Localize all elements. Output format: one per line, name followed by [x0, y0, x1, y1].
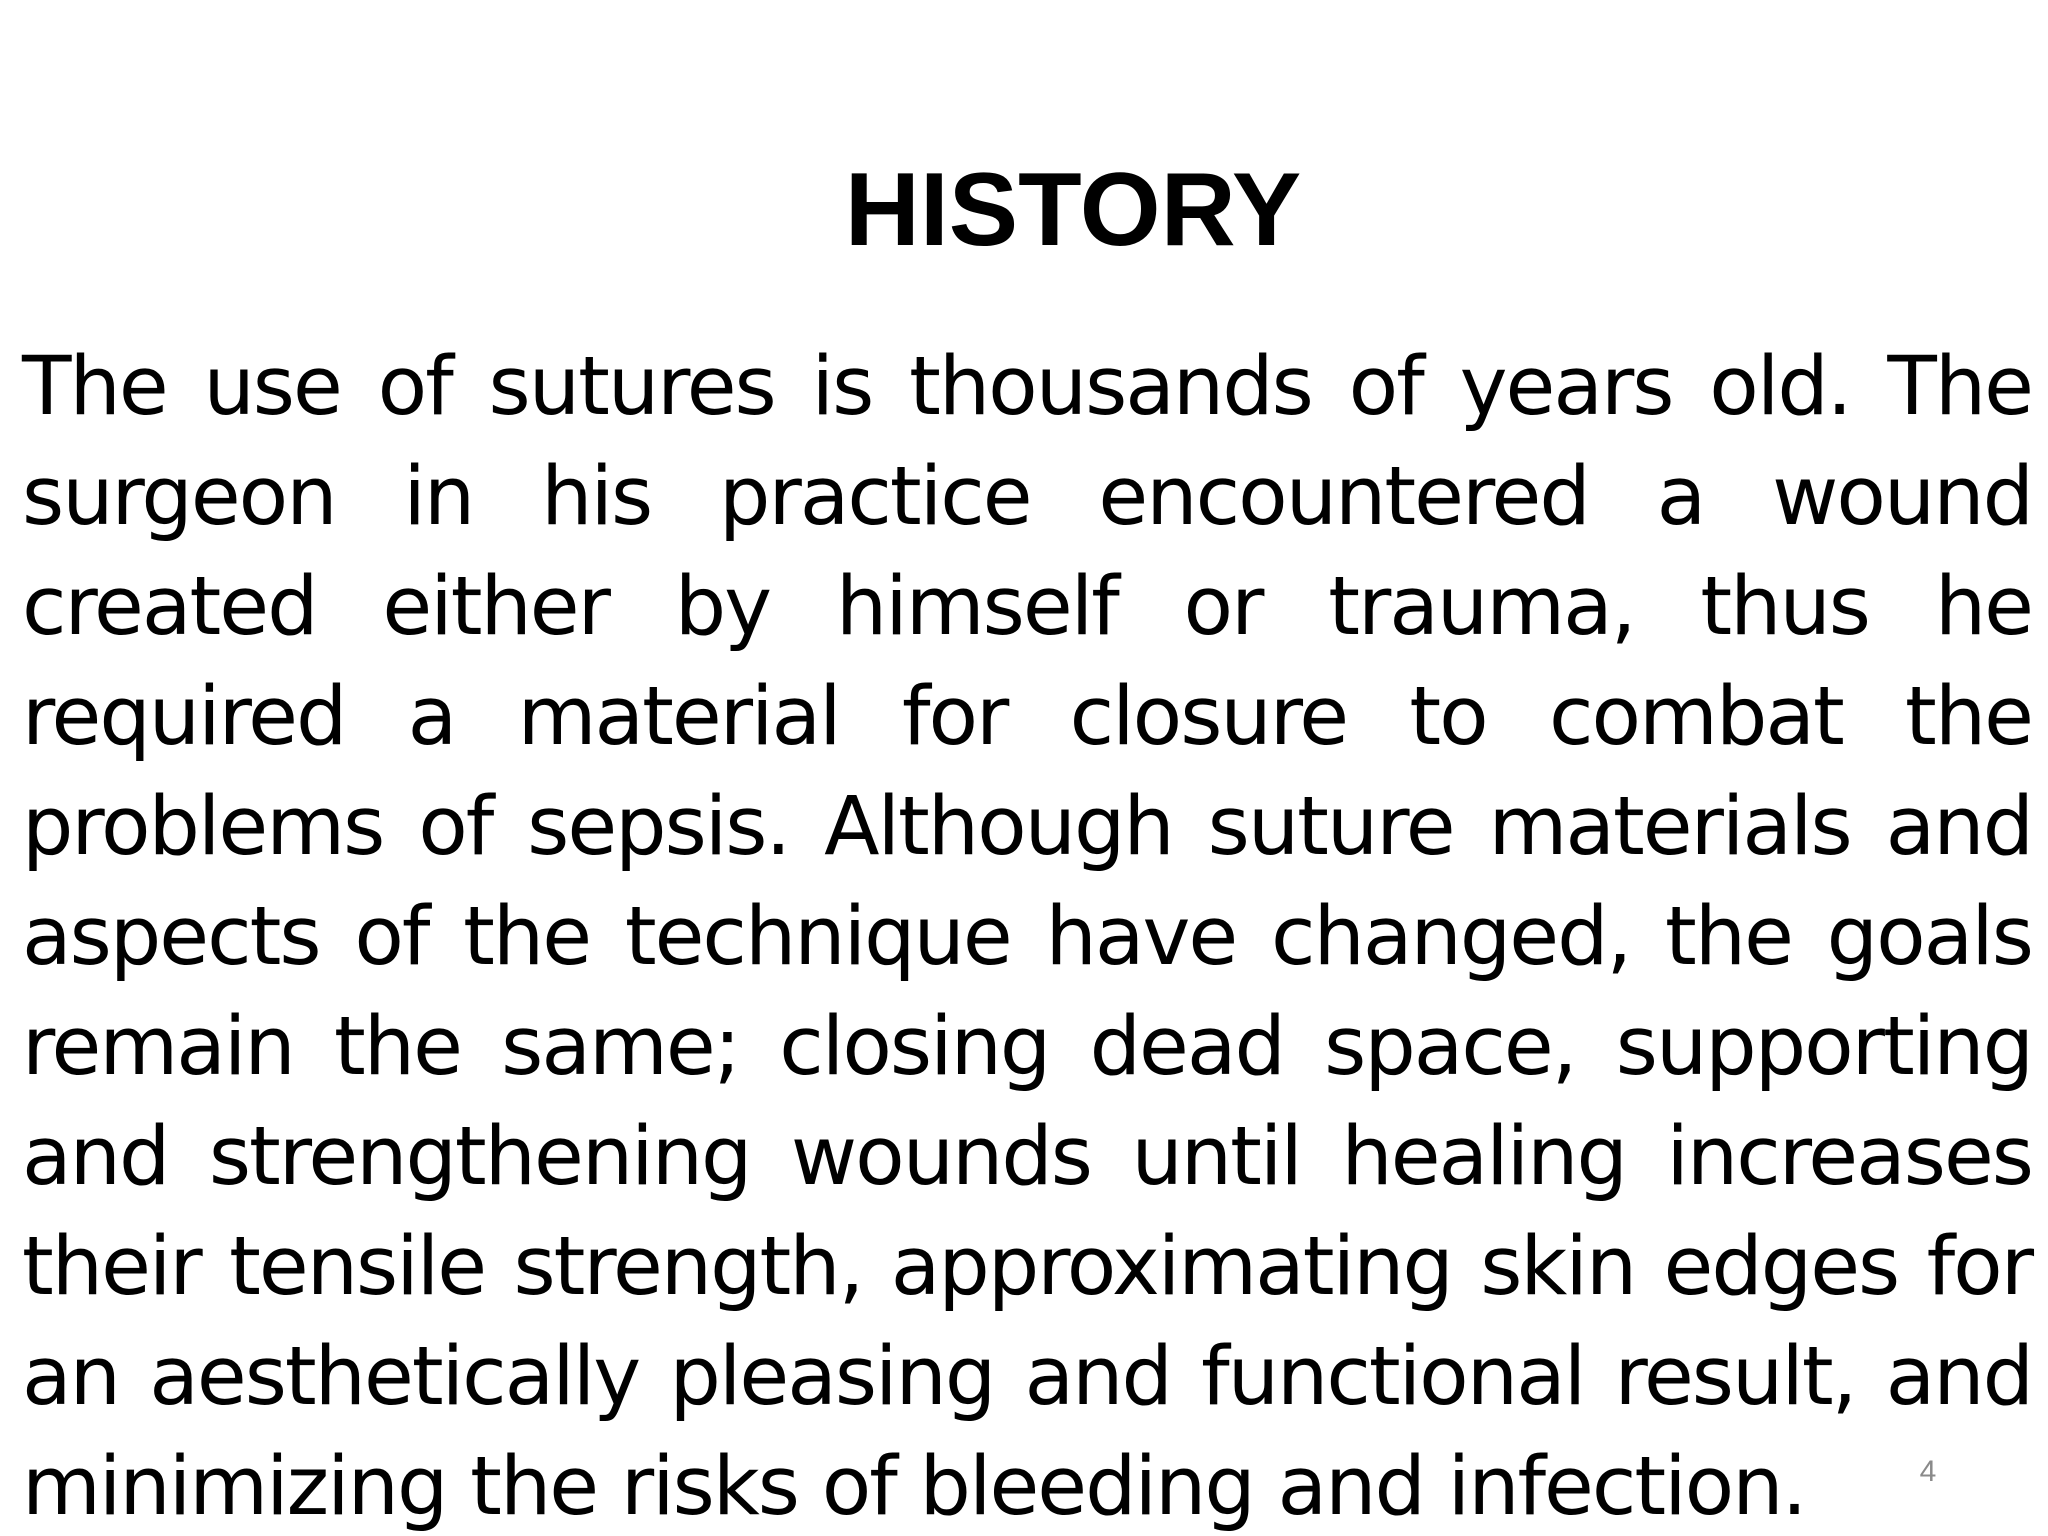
slide-body-text: The use of sutures is thousands of years old. The surgeon in his practice encountered a wound created either by himself or trauma, thus he required a material for closure to combat the problems of sepsis. Although suture materials and aspects of the technique have changed, the goals remain the same; closing dead space, supporting and strengthening wounds until healing increases their tensile strength, approximating skin edges for an aesthetically pleasing and functional result, and minimizing the risks of bleeding and infection. — [22, 340, 2032, 1534]
slide-title: HISTORY — [844, 152, 1302, 268]
page-number: 4 — [1919, 1455, 1937, 1488]
